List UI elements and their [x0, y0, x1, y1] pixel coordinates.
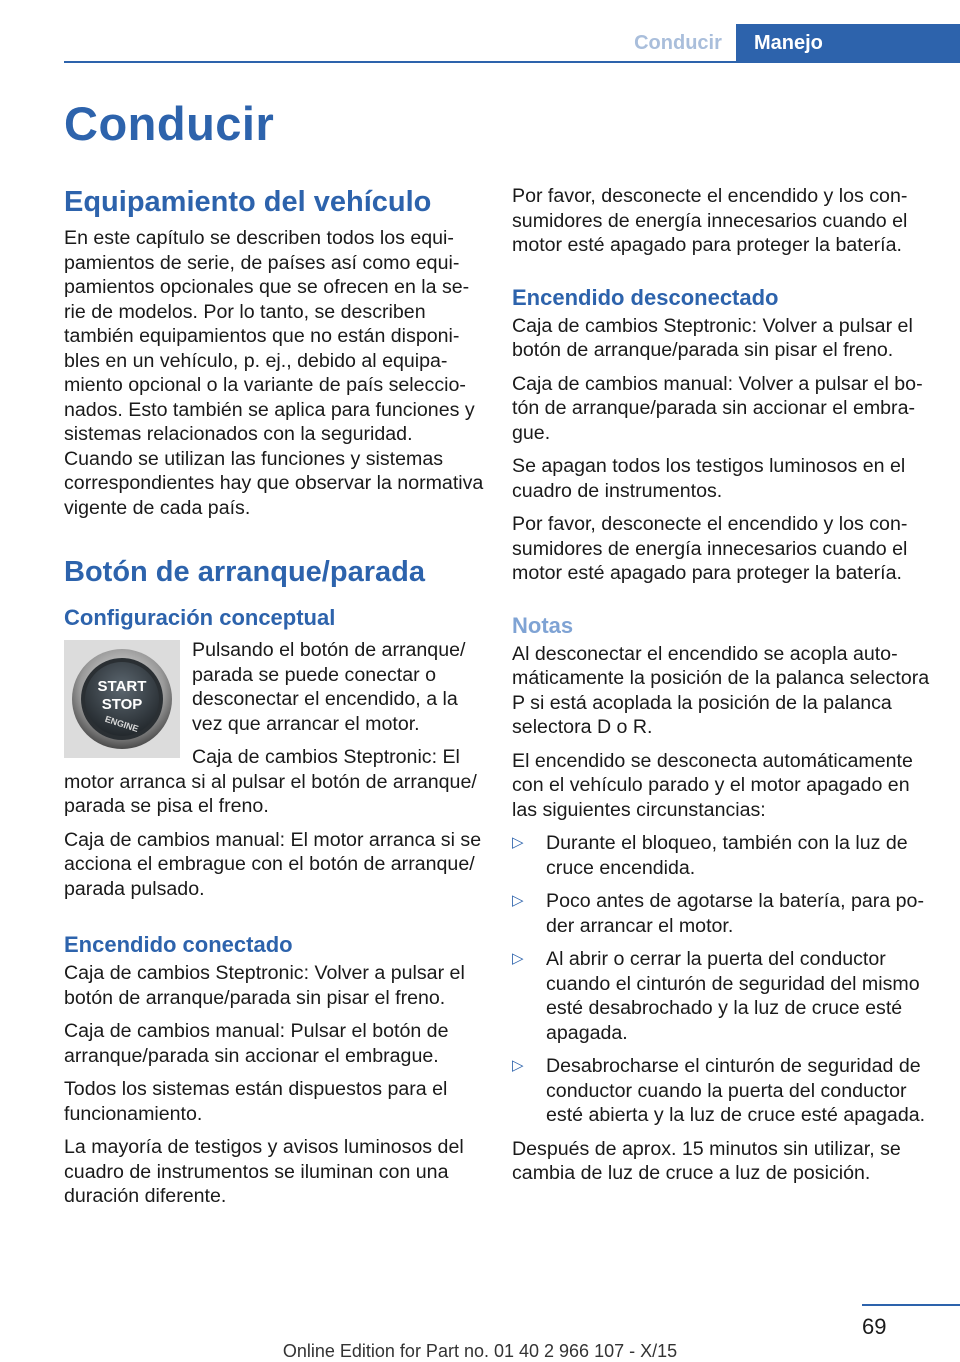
list-item: [512, 947, 932, 1045]
list-item-text: Poco antes de agotarse la batería, para poder arrancar el motor.: [546, 890, 924, 937]
list-item: [512, 831, 932, 880]
battery-paragraph-2: Por favor, desconecte el encendido y los consumidores de energía innecesarios cuando el motor esté apagado para proteger la batería.: [512, 513, 908, 584]
notes-paragraph-1: Al desconectar el encendido se acopla automáticamente la posición de la palanca selectora P si está acoplada la posición de la palanca selectora D o R.: [512, 642, 930, 738]
footer-rule: [862, 1304, 960, 1306]
concept-heading: Configuración conceptual: [64, 605, 336, 630]
ignition-off-paragraph-3: Se apagan todos los testigos luminosos en el cuadro de instrumentos.: [512, 455, 906, 502]
list-item-text: Desabrocharse el cinturón de seguridad de conductor cuando la puerta del conductor esté abierta y la luz de cruce esté apagada.: [546, 1055, 926, 1126]
ignition-on-paragraph-2: Caja de cambios manual: Pulsar el botón de arranque/parada sin accionar el embrague.: [64, 1020, 449, 1067]
triangle-bullet-icon: ▷: [512, 1057, 524, 1074]
equipment-paragraph-1: En este capítulo se describen todos los equipamientos de serie, de países así como equipamientos opcionales que se ofrecen en la serie de modelos. Por lo tanto, se describen también equipamientos que no están disponibles en un vehículo, p. ej., debido al equipamiento opcional o la variante de país seleccionados. Esto también se aplica para funciones y sistemas relacionados con la seguridad.: [64, 227, 475, 445]
list-item: [512, 889, 932, 938]
left-column: [64, 184, 484, 1209]
equipment-heading: Equipamiento del vehículo: [64, 186, 432, 218]
subsection-tab: Manejo: [736, 24, 960, 62]
notes-paragraph-2: El encendido se desconecta automáticamente con el vehículo parado y el motor apagado en las siguientes circunstancias:: [512, 749, 913, 821]
engine-label: ENGINE: [103, 713, 140, 735]
triangle-bullet-icon: ▷: [512, 892, 524, 909]
ignition-on-paragraph-4: La mayoría de testigos y avisos luminosos del cuadro de instrumentos se iluminan con una duración diferente.: [64, 1136, 464, 1207]
equipment-paragraph-2: Cuando se utilizan las funciones y sistemas correspondientes hay que observar la normativa vigente de cada país.: [64, 447, 484, 519]
triangle-bullet-icon: ▷: [512, 834, 524, 851]
ignition-on-heading: Encendido conectado: [64, 932, 293, 957]
concept-paragraph-3: Caja de cambios manual: El motor arranca si se acciona el embrague con el botón de arranque/ parada pulsado.: [64, 828, 482, 900]
startstop-heading: Botón de arranque/parada: [64, 556, 425, 588]
stop-label: STOP: [101, 696, 143, 713]
start-stop-button-icon: [70, 647, 174, 751]
right-column: [512, 184, 932, 1186]
edition-footer: Online Edition for Part no. 01 40 2 966 107 - X/15: [282, 1341, 678, 1361]
battery-paragraph-1: Por favor, desconecte el encendido y los consumidores de energía innecesarios cuando el motor esté apagado para proteger la batería.: [512, 185, 908, 256]
header-tabs: [620, 24, 960, 62]
list-item-text: Durante el bloqueo, también con la luz de cruce encendida.: [546, 832, 908, 879]
section-tab: Conducir: [634, 31, 722, 54]
page-number: 69: [862, 1314, 887, 1339]
list-item: [512, 1054, 932, 1128]
notes-paragraph-3: Después de aprox. 15 minutos sin utilizar, se cambia de luz de cruce a luz de posición.: [512, 1137, 901, 1184]
start-label: START: [97, 678, 147, 695]
start-stop-button-image: [64, 640, 180, 758]
ignition-on-paragraph-3: Todos los sistemas están dispuestos para el funcionamiento.: [64, 1078, 448, 1125]
concept-paragraph-1: Pulsando el botón de arranque/ parada se puede conectar o desconectar el encendido, a la vez que arrancar el motor.: [192, 639, 466, 735]
ignition-off-paragraph-1: Caja de cambios Steptronic: Volver a pulsar el botón de arranque/parada sin pisar el freno.: [512, 314, 913, 361]
ignition-on-paragraph-1: Caja de cambios Steptronic: Volver a pulsar el botón de arranque/parada sin pisar el freno.: [64, 962, 465, 1009]
header-rule: [64, 61, 960, 63]
ignition-off-heading: Encendido desconectado: [512, 284, 779, 310]
notes-heading: Notas: [512, 612, 574, 638]
ignition-off-paragraph-2: Caja de cambios manual: Volver a pulsar el botón de arranque/parada sin accionar el embrague.: [512, 372, 923, 444]
triangle-bullet-icon: ▷: [512, 950, 524, 967]
concept-paragraph-2: Caja de cambios Steptronic: El motor arranca si al pulsar el botón de arranque/ parada se pisa el freno.: [64, 746, 477, 817]
list-item-text: Al abrir o cerrar la puerta del conductor cuando el cinturón de seguridad del mismo esté desabrochado y la luz de cruce esté apagada.: [546, 948, 920, 1044]
notes-bullet-list: [512, 831, 932, 1128]
chapter-title: Conducir: [64, 97, 275, 150]
